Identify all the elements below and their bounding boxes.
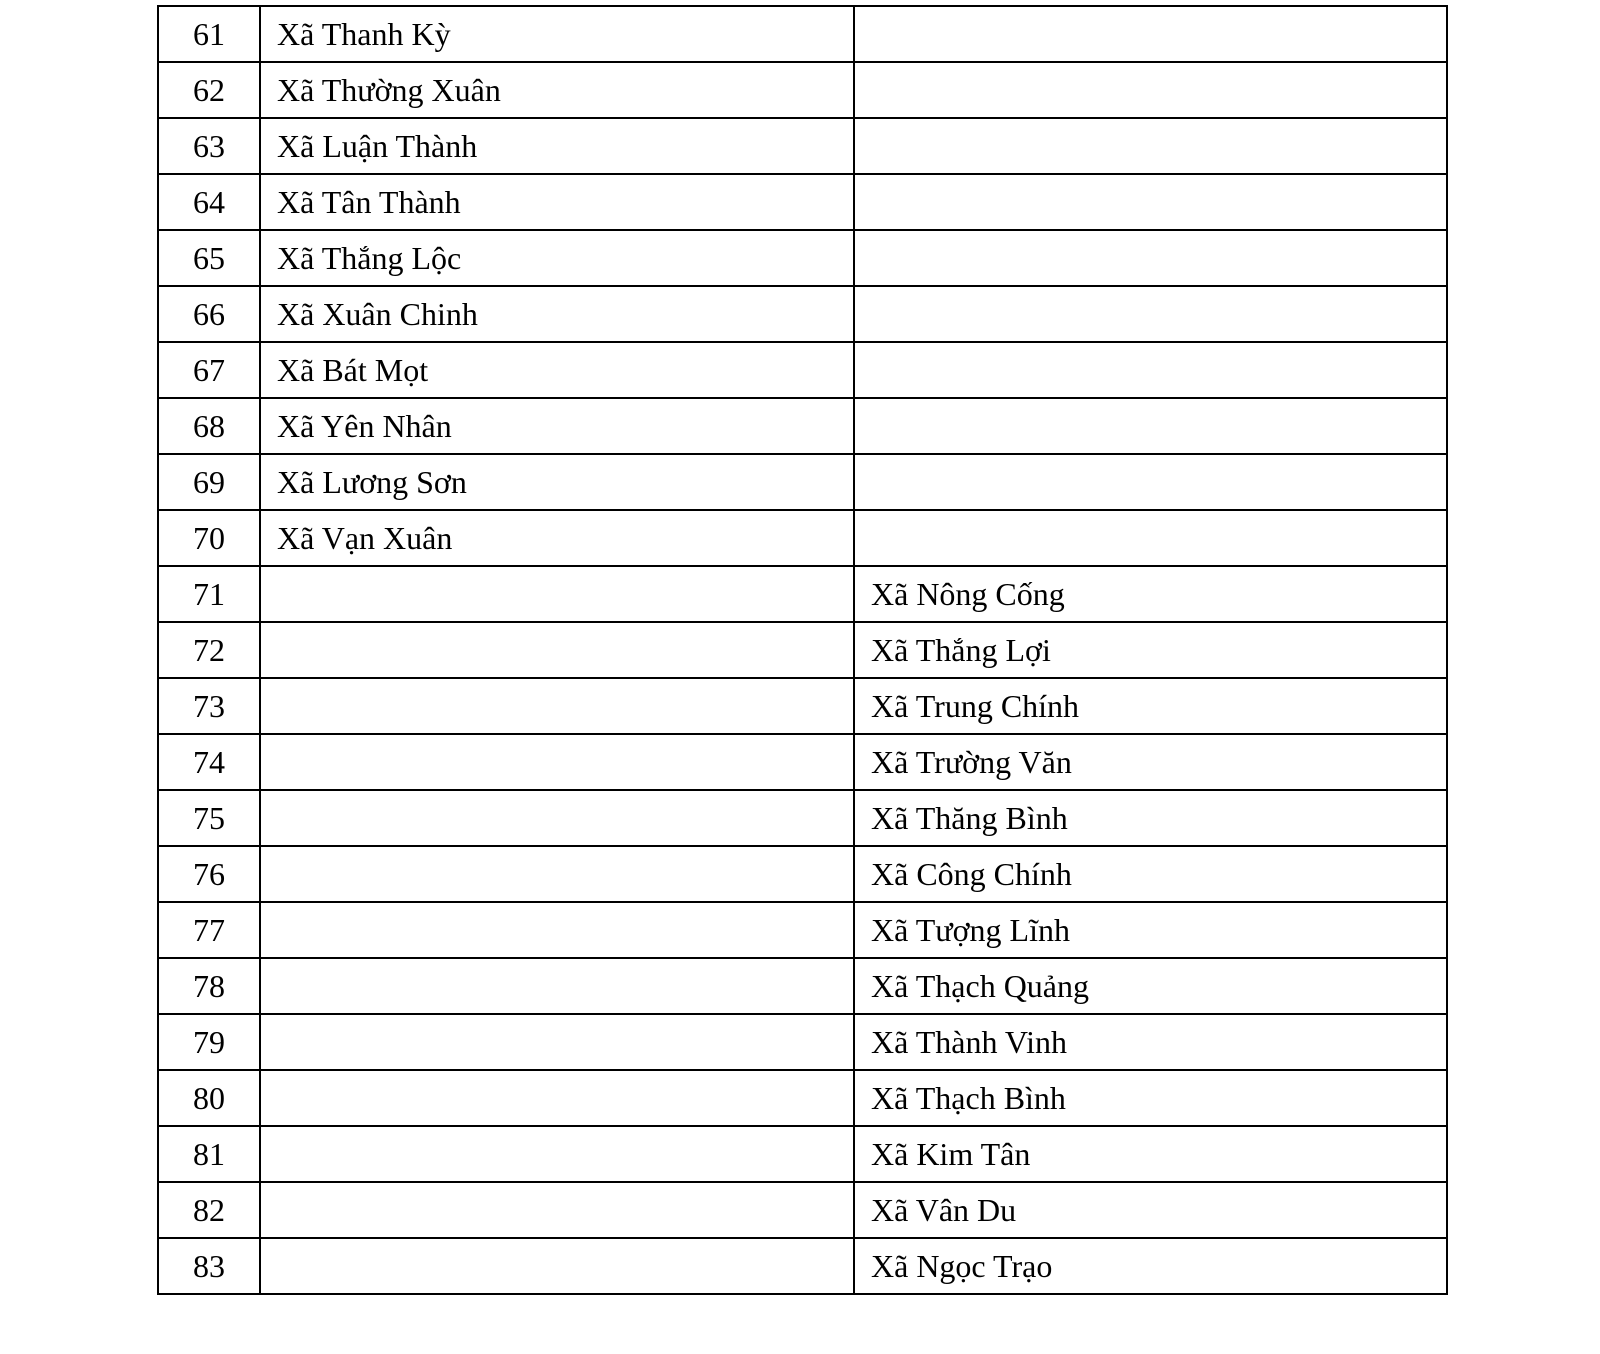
left-commune-cell: Xã Thanh Kỳ [260,6,854,62]
table-row [158,454,1447,510]
row-number-cell: 83 [158,1238,260,1294]
right-commune-cell [854,398,1447,454]
right-commune-cell: Xã Thăng Bình [854,790,1447,846]
left-commune-cell [260,1182,854,1238]
table-row [158,846,1447,902]
right-commune-cell: Xã Nông Cống [854,566,1447,622]
right-commune-cell: Xã Thạch Bình [854,1070,1447,1126]
row-number-cell: 79 [158,1014,260,1070]
row-number-cell: 81 [158,1126,260,1182]
commune-table [157,5,1448,1295]
row-number-cell: 69 [158,454,260,510]
table-row [158,174,1447,230]
right-commune-cell: Xã Ngọc Trạo [854,1238,1447,1294]
left-commune-cell: Xã Vạn Xuân [260,510,854,566]
table-row [158,230,1447,286]
right-commune-cell: Xã Thắng Lợi [854,622,1447,678]
right-commune-cell: Xã Kim Tân [854,1126,1447,1182]
table-row [158,286,1447,342]
left-commune-cell [260,958,854,1014]
table-row [158,1070,1447,1126]
row-number-cell: 65 [158,230,260,286]
commune-table-body [158,6,1447,1294]
right-commune-cell: Xã Trung Chính [854,678,1447,734]
left-commune-cell [260,1014,854,1070]
right-commune-cell [854,342,1447,398]
row-number-cell: 73 [158,678,260,734]
right-commune-cell: Xã Vân Du [854,1182,1447,1238]
row-number-cell: 70 [158,510,260,566]
table-row [158,566,1447,622]
left-commune-cell [260,902,854,958]
left-commune-cell: Xã Lương Sơn [260,454,854,510]
row-number-cell: 71 [158,566,260,622]
row-number-cell: 75 [158,790,260,846]
left-commune-cell: Xã Thường Xuân [260,62,854,118]
right-commune-cell [854,454,1447,510]
row-number-cell: 78 [158,958,260,1014]
row-number-cell: 63 [158,118,260,174]
left-commune-cell [260,734,854,790]
left-commune-cell [260,790,854,846]
row-number-cell: 68 [158,398,260,454]
row-number-cell: 72 [158,622,260,678]
table-row [158,62,1447,118]
right-commune-cell [854,510,1447,566]
table-row [158,678,1447,734]
left-commune-cell [260,622,854,678]
right-commune-cell [854,230,1447,286]
table-row [158,958,1447,1014]
right-commune-cell [854,6,1447,62]
table-row [158,6,1447,62]
table-row [158,790,1447,846]
table-row [158,1126,1447,1182]
row-number-cell: 66 [158,286,260,342]
row-number-cell: 64 [158,174,260,230]
row-number-cell: 77 [158,902,260,958]
table-row [158,1182,1447,1238]
right-commune-cell: Xã Thành Vinh [854,1014,1447,1070]
left-commune-cell [260,1238,854,1294]
right-commune-cell [854,174,1447,230]
table-row [158,118,1447,174]
left-commune-cell: Xã Luận Thành [260,118,854,174]
left-commune-cell [260,1126,854,1182]
table-row [158,734,1447,790]
row-number-cell: 62 [158,62,260,118]
table-row [158,622,1447,678]
right-commune-cell: Xã Thạch Quảng [854,958,1447,1014]
left-commune-cell [260,678,854,734]
table-row [158,1014,1447,1070]
right-commune-cell: Xã Trường Văn [854,734,1447,790]
left-commune-cell: Xã Bát Mọt [260,342,854,398]
row-number-cell: 76 [158,846,260,902]
left-commune-cell: Xã Tân Thành [260,174,854,230]
row-number-cell: 74 [158,734,260,790]
row-number-cell: 67 [158,342,260,398]
right-commune-cell: Xã Tượng Lĩnh [854,902,1447,958]
right-commune-cell: Xã Công Chính [854,846,1447,902]
table-row [158,1238,1447,1294]
left-commune-cell [260,566,854,622]
table-row [158,342,1447,398]
table-row [158,902,1447,958]
row-number-cell: 61 [158,6,260,62]
right-commune-cell [854,118,1447,174]
left-commune-cell: Xã Xuân Chinh [260,286,854,342]
left-commune-cell [260,1070,854,1126]
left-commune-cell: Xã Thắng Lộc [260,230,854,286]
table-row [158,510,1447,566]
row-number-cell: 80 [158,1070,260,1126]
table-row [158,398,1447,454]
right-commune-cell [854,62,1447,118]
right-commune-cell [854,286,1447,342]
left-commune-cell [260,846,854,902]
row-number-cell: 82 [158,1182,260,1238]
left-commune-cell: Xã Yên Nhân [260,398,854,454]
